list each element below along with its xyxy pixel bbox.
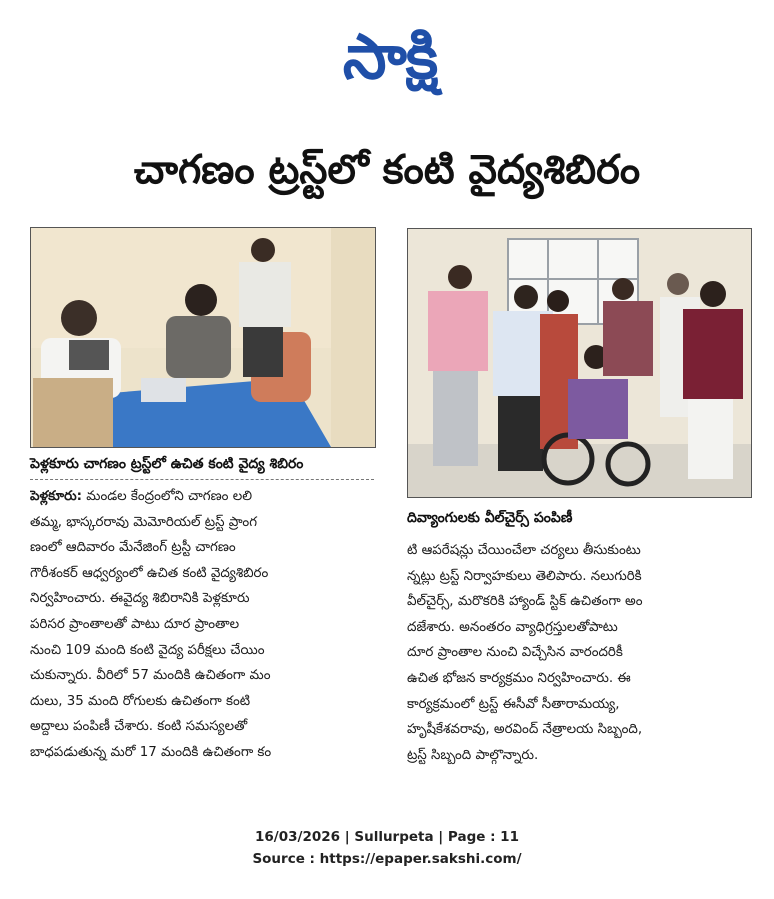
article-line: దూర ప్రాంతాల నుంచి విచ్చేసిన వారందరికీ <box>407 645 623 661</box>
wheelchair-caption: దివ్యాంగులకు వీల్‌చైర్స్ పంపిణీ <box>407 510 573 526</box>
article-line: బాధపడుతున్న మరో 17 మందికి ఉచితంగా కం <box>30 744 272 760</box>
article-line: దులు, 35 మంది రోగులకు ఉచితంగా కంటి <box>30 693 251 709</box>
article-line: పరిసర ప్రాంతాలతో పాటు దూర ప్రాంతాల <box>30 616 240 632</box>
article-line: కార్యక్రమంలో ట్రస్ట్ ఈసీవో సీతారామయ్య, <box>407 696 620 712</box>
article-line: ఉచిత భోజన కార్యక్రమం నిర్వహించారు. ఈ <box>407 670 631 686</box>
footer-dateline: 16/03/2026 | Sullurpeta | Page : 11 <box>255 829 519 845</box>
article-column-right <box>407 538 750 768</box>
footer-source: Source : https://epaper.sakshi.com/ <box>252 851 522 867</box>
newspaper-logo <box>270 14 510 100</box>
article-column-left <box>30 484 374 766</box>
article-line: చుకున్నారు. వీరిలో 57 మందికి ఉచితంగా మం <box>30 668 271 684</box>
eye-camp-caption: పెళ్లకూరు చాగణం ట్రస్ట్‌లో ఉచిత కంటి వైద్య శిబిరం <box>30 456 374 480</box>
article-line: నుంచి 109 మంది కంటి వైద్య పరీక్షలు చేయిం <box>30 642 265 658</box>
article-line: గౌరీశంకర్ ఆధ్వర్యంలో ఉచిత కంటి వైద్యశిబిరం <box>30 565 269 581</box>
article-line: నిర్వహించారు. ఈవైద్య శిబిరానికి పెళ్లకూరు <box>30 591 250 607</box>
dateline: పెళ్లకూరు: <box>30 489 83 504</box>
article-line: తమ్మ, భాస్కరరావు మెమోరియల్ ట్రస్ట్ ప్రాంగ <box>30 514 258 530</box>
article-line: న్నట్లు ట్రస్ట్ నిర్వాహకులు తెలిపారు. నలుగురికి <box>407 568 642 584</box>
article-line: దజేశారు. అనంతరం వ్యాధిగ్రస్తులతోపాటు <box>407 619 618 635</box>
article-line: వీల్‌చైర్స్, మరొకరికి హ్యాండ్ స్టిక్ ఉచితంగా అం <box>407 594 643 610</box>
wheelchair-distribution-photo <box>407 228 752 498</box>
logo-text: సాక్షి <box>342 20 438 93</box>
article-line: ణంలో ఆదివారం మేనేజింగ్ ట్రస్టీ చాగణం <box>30 540 236 556</box>
eye-camp-photo <box>30 227 376 448</box>
article-line: పెళ్లకూరు: మండల కేంద్రంలోని చాగణం లలి <box>30 489 253 504</box>
article-line: అద్దాలు పంపిణీ చేశారు. కంటి సమస్యలతో <box>30 719 248 735</box>
article-line: టి ఆపరేషన్లు చేయించేలా చర్యలు తీసుకుంటు <box>407 543 641 558</box>
page-footer <box>0 826 774 870</box>
article-line: ట్రస్ట్ సిబ్బంది పాల్గొన్నారు. <box>407 747 539 763</box>
article-headline: చాగణం ట్రస్ట్‌లో కంటి వైద్యశిబిరం <box>133 147 641 193</box>
article-line: హృషీకేశవరావు, అరవింద్ నేత్రాలయ సిబ్బంది, <box>407 722 643 738</box>
